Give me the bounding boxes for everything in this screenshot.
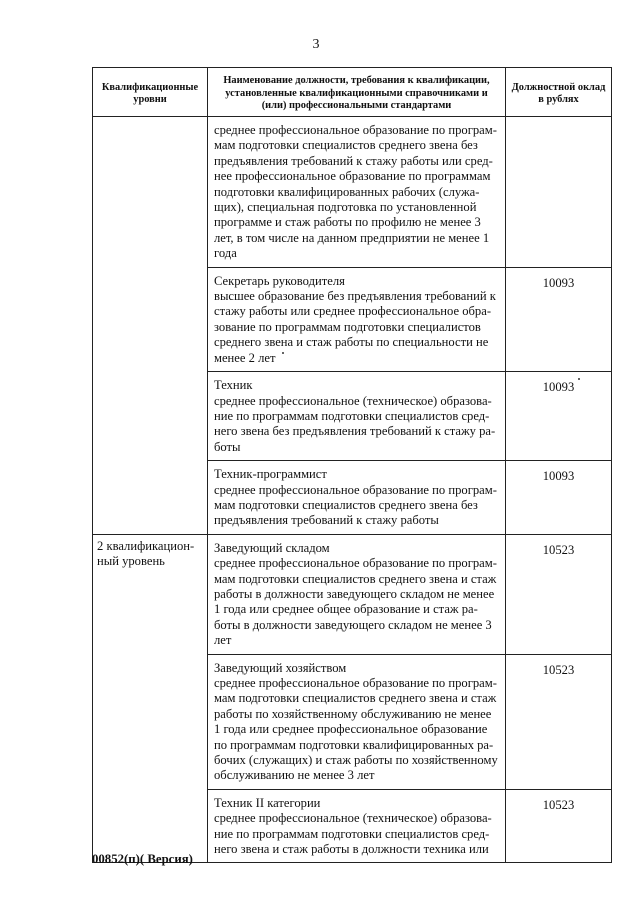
header-position: Наименование должности, требования к квалификации, установленные квалификационными справочниками и (или) профессиональными стандартами [208,68,506,117]
requirements-text: среднее профессиональное (техническое) образова-ние по программам подготовки специалистов сред-него звена и стаж работы в должности техника или [214,811,492,857]
salary-cell [506,117,612,268]
requirements-text: высшее образование без предъявления требований к стажу работы или среднее профессиональное обра-зование по программам подготовки специалистов среднего звена и стаж работы по специальности не менее 2 лет [214,289,496,365]
position-title: Техник [214,378,253,393]
position-title: Заведующий складом [214,540,330,555]
position-cell [208,654,506,789]
level-cell: 2 квалификацион-ный уровень [93,534,208,863]
salary-cell: 10093 [506,461,612,535]
position-cell [208,461,506,535]
position-cell [208,789,506,863]
qualification-table [92,67,612,863]
requirements-text: среднее профессиональное образование по програм-мам подготовки специалистов среднего звена без предъявления требований к стажу работы [214,482,497,528]
position-cell [208,117,506,268]
salary-cell: 10523 [506,654,612,789]
requirements-text: среднее профессиональное образование по програм-мам подготовки специалистов среднего звена и стаж работы по хозяйственному обслуживанию не менее 1 года или среднее профессиональное образование по программам подготовки квалифицированных ра-бочих (служащих) и стаж работы по хозяйственному обслуживанию не менее 3 лет [214,676,498,783]
salary-cell: 10523 [506,789,612,863]
requirements-text: среднее профессиональное (техническое) образова-ние по программам подготовки специалистов сред-него звена без предъявления требований к стажу ра-боты [214,393,496,454]
position-cell [208,267,506,371]
position-title: Техник-программист [214,467,327,482]
scan-speck [578,378,580,380]
scan-speck [282,352,284,354]
position-title: Секретарь руководителя [214,273,345,288]
salary-cell: 10093 [506,372,612,461]
requirements-text: среднее профессиональное образование по програм-мам подготовки специалистов среднего звена без предъявления требований к стажу работы или сред-нее профессиональное образование по программам подготовки квалифицированных рабочих (служа-щих), специальная подготовка по установленной программе и стаж работы по профилю не менее 3 лет, в том числе на данном предприятии не менее 1 года [214,123,497,261]
position-title: Техник II категории [214,795,321,810]
table-row [93,117,612,268]
position-cell [208,534,506,654]
document-footer-code: 00852(п)( Версия) [92,852,193,866]
header-salary: Должностной оклад в рублях [506,68,612,117]
table-row [93,534,612,654]
requirements-text: среднее профессиональное образование по програм-мам подготовки специалистов среднего звена и стаж работы в должности заведующего складом не менее 1 года или среднее общее образование и стаж ра-боты в должности заведующего складом не менее 3 лет [214,556,497,648]
page-number: 3 [312,37,320,52]
header-levels: Квалификационные уровни [93,68,208,117]
level-cell [93,117,208,535]
position-title: Заведующий хозяйством [214,660,347,675]
salary-cell: 10523 [506,534,612,654]
position-cell [208,372,506,461]
salary-cell: 10093 [506,267,612,371]
table-header-row [93,68,612,117]
